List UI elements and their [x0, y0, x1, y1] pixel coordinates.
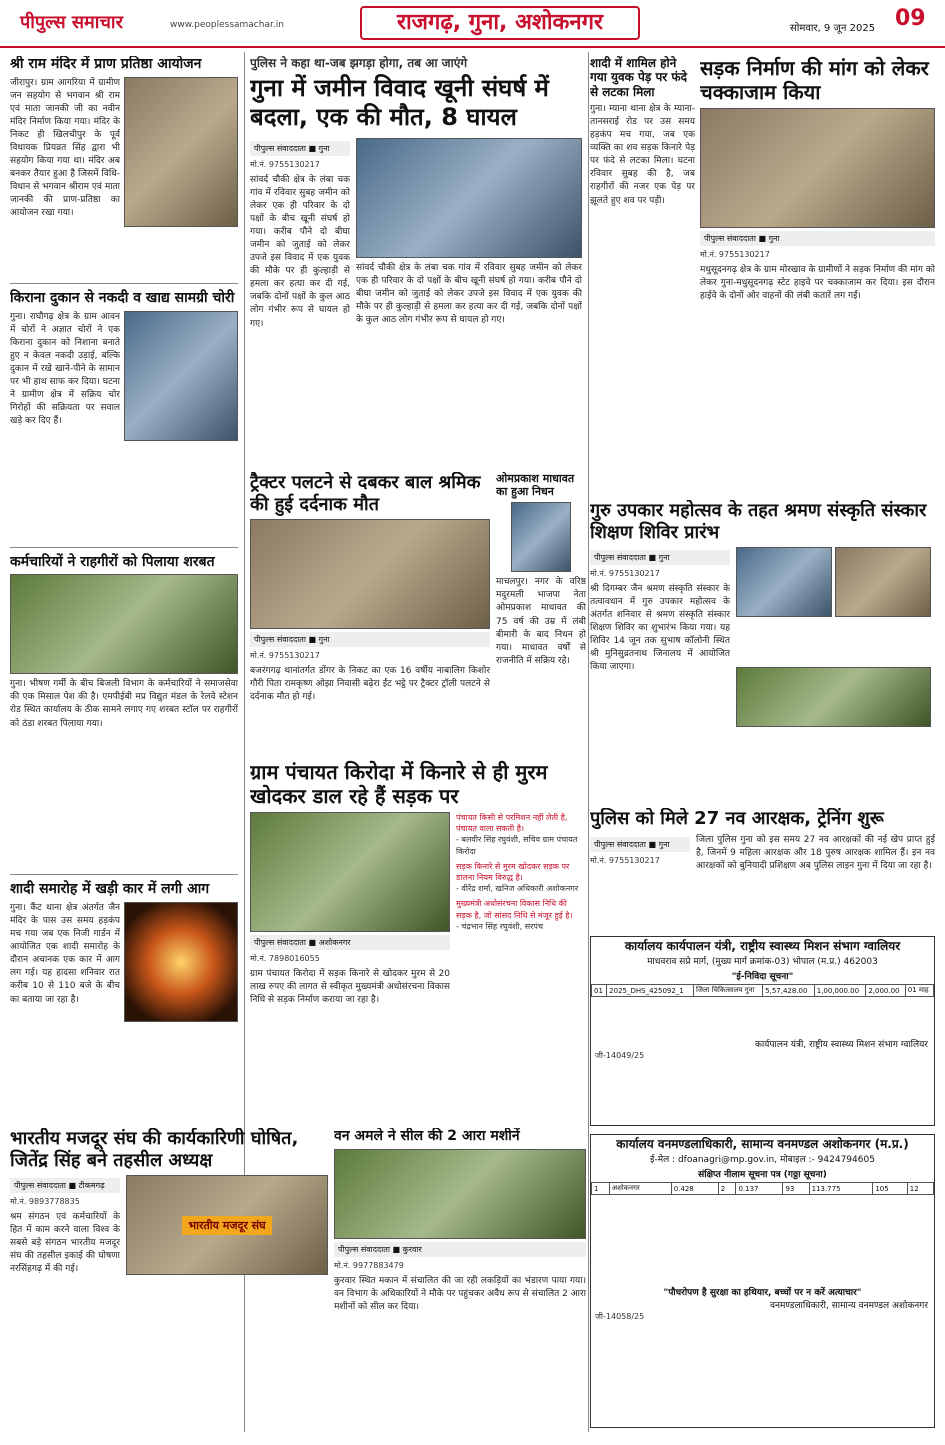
mobile-number: मो.नं. 9755130217 — [250, 651, 320, 661]
byline: पीपुल्स संवाददाता ■ कुरवार — [334, 1242, 586, 1257]
story-body: श्री दिगम्बर जैन श्रमण संस्कृति संस्कार के तत्वावधान में गुरु उपकार महोत्सव के अंतर्गत शनिवार से श्रमण संस्कृति संस्कार शिक्षण शिविर का शुभारंभ किया गया। यह शिविर 14 जून तक सुभाष कॉलोनी स्थित श्री मुनिसुव्रतनाथ जिनालय में आयोजित किया जाएगा। — [590, 584, 730, 673]
story-body: गुना। भीषण गर्मी के बीच बिजली विभाग के कर्मचारियों ने समाजसेवा की एक मिसाल पेश की है। एमपीईबी मप्र विद्युत मंडल के रेलवे स्टेशन रोड स्थित कार्यालय के ठीक सामने लगाए गए शरबत स्टॉल पर राहगीरों को ठंडा शरबत पिलाया गया। — [10, 679, 238, 729]
shop-photo — [124, 311, 238, 441]
table-cell: जिला चिकित्सालय गुना — [693, 985, 762, 997]
table-cell: 93 — [783, 1183, 809, 1195]
event-photo — [835, 547, 931, 617]
table-cell: 12 — [907, 1183, 933, 1195]
car-fire-photo — [124, 902, 238, 1022]
table-cell: अशोकनगर — [609, 1183, 671, 1195]
mobile-number: मो.नं. 9755130217 — [590, 569, 660, 579]
hospital-photo — [356, 138, 582, 258]
byline: पीपुल्स संवाददाता ■ अशोकनगर — [250, 935, 450, 950]
bms-banner: भारतीय मजदूर संघ — [182, 1216, 271, 1235]
story-title[interactable]: वन अमले ने सील की 2 आरा मशीनें — [334, 1128, 520, 1144]
story-kicker: पुलिस ने कहा था-जब झगड़ा होगा, तब आ जाएंगे — [250, 56, 468, 70]
newspaper-logo[interactable]: पीपुल्स समाचार — [20, 12, 123, 33]
page-number: 09 — [895, 6, 926, 31]
story-body: गुना। म्याना थाना क्षेत्र के म्याना-तानसराई रोड पर उस समय हड़कंप मच गया, जब एक व्यक्ति का शव सड़क किनारे पेड़ पर फंदे से लटका मिला। घटना रविवार सुबह की है, जब राहगीरों की नजर एक पेड़ पर झूलते हुए शव पर पड़ी। — [590, 104, 695, 206]
story-body: गुना। राघौगढ़ क्षेत्र के ग्राम आवन में चोरों ने अज्ञात चोरों ने एक किराना दुकान को निशाना बनाते हुए न केवल नकदी उड़ाई, बल्कि दुकान में रखे खाने-पीने के सामान पर भी हाथ साफ कर दिया। घटना ने ग्रामीण क्षेत्र में सक्रिय चोर गिरोहों की सक्रियता पर सवाल खड़े कर दिए हैं। — [10, 311, 120, 426]
story-body: सांवर्द चौकी क्षेत्र के लंबा चक गांव में रविवार सुबह जमीन को लेकर एक ही परिवार के दो पक्षों के बीच खूनी संघर्ष हो गया। करीब पौने दो बीघा जमीन को जुताई को लेकर उपजे इस विवाद में एक युवक की मौके पर ही कुल्हाड़ी से हमला कर हत्या कर दी गई, जबकि दोनों पक्षों के कुल आठ लोग गंभीर रूप से घायल हो गए। — [250, 174, 350, 329]
issue-date: सोमवार, 9 जून 2025 — [790, 23, 876, 34]
notice-heading: "ई-निविदा सूचना" — [731, 972, 794, 982]
quote: पंचायत किसी से परमिशन नहीं लेती है, पंचायत वाला सकती है। — [456, 813, 568, 834]
table-cell: 2,000.00 — [866, 985, 905, 997]
quote-author: - बलवीर सिंह रघुवंशी, सचिव ग्राम पंचायत किरोदा — [456, 835, 578, 856]
mobile-number: मो.नं. 9755130217 — [700, 250, 770, 259]
mobile-number: मो.नं. 9755130217 — [590, 855, 660, 865]
story-body: ग्राम पंचायत किरोदा में सड़क किनारे से खोदकर मुरम से 20 लाख रुपए की लागत से स्वीकृत मुख्यमंत्री अधोसंरचना विकास निधि से सड़क निर्माण कराया जा रहा है। — [250, 969, 450, 1006]
mobile-number: मो.नं. 9893778835 — [10, 1197, 80, 1207]
table-cell: 1 — [592, 1183, 610, 1195]
column-divider — [588, 52, 589, 1432]
table-cell: 105 — [873, 1183, 907, 1195]
notice-heading: संक्षिप्त नीलाम सूचना पत्र (गठ्ठा सूचना) — [698, 1170, 827, 1180]
notice-subtitle: माधवराव सप्रे मार्ग, (मुख्य मार्ग क्रमांक-03) भोपाल (म.प्र.) 462003 — [647, 957, 878, 967]
van-story — [334, 1128, 586, 1428]
guru-story — [590, 500, 935, 800]
byline: पीपुल्स संवाददाता ■ गुना — [590, 550, 730, 565]
forest-team-photo — [334, 1149, 586, 1239]
gram-story — [250, 760, 585, 1090]
notice-slogan: "पौधरोपण है सुरक्षा का हथियार, बच्चों पर न करें अत्याचार" — [663, 1288, 862, 1298]
story-title[interactable]: भारतीय मजदूर संघ की कार्यकारिणी घोषित, जितेंद्र सिंह बने तहसील अध्यक्ष — [10, 1128, 299, 1171]
sharbat-photo — [10, 574, 238, 674]
main-story — [250, 56, 582, 466]
byline: पीपुल्स संवाददाता ■ गुना — [250, 141, 350, 156]
table-cell: 0.137 — [736, 1183, 783, 1195]
quote: सड़क किनारे से मुरम खोदकर सड़क पर डालना नियम विरुद्ध है। — [456, 861, 570, 882]
notice-email: ई-मेल : dfoanagri@mp.gov.in, मोबाइल :- 9424794605 — [650, 1155, 875, 1165]
quote-author: - वीरेंद्र शर्मा, खनिज अधिकारी अशोकनगर — [456, 884, 579, 894]
tractor-story — [250, 472, 490, 752]
road-story — [700, 56, 935, 496]
story-title[interactable]: गुरु उपकार महोत्सव के तहत श्रमण संस्कृति संस्कार शिक्षण शिविर प्रारंभ — [590, 500, 927, 543]
story-body: जिला पुलिस गुना को इस समय 27 नव आरक्षकों की नई खेप प्राप्त हुई है, जिनमें 9 महिला आरक्षक और 18 पुरुष आरक्षक शामिल हैं। इन नव आरक्षकों को बुनियादी प्रशिक्षण अब पुलिस लाइन गुना में दिया जा रहा है। — [696, 834, 935, 871]
masthead — [0, 0, 945, 48]
mobile-number: मो.नं. 9977883479 — [334, 1260, 404, 1270]
portrait-photo — [511, 502, 571, 572]
story-body: कुरवार स्थित मकान में संचालित की जा रही लकड़ियों का भंडारण पाया गया। वन विभाग के अधिकारियों ने मौके पर पहुंचकर अवैध रूप से संचालित 2 आरा मशीनों को सील कर दिया। — [334, 1275, 586, 1312]
story-body: बजरंगगढ़ थानांतर्गत डोंगर के निकट का एक 16 वर्षीय नाबालिग किशोर गौरी पिता रामकृष्ण ओझा निवासी बढ़ेरा ईंट भट्ठे पर ट्रैक्टर ट्रॉली पलटने से दर्दनाक मौत हो गई। — [250, 666, 490, 703]
story-title[interactable]: गुना में जमीन विवाद खूनी संघर्ष में बदला, एक की मौत, 8 घायल — [250, 74, 549, 132]
table-cell: 2025_DHS_425092_1 — [607, 985, 694, 997]
bms-story — [10, 1128, 328, 1428]
col4-story — [590, 56, 695, 466]
notice-signatory: वनमण्डलाधिकारी, सामान्य वनमण्डल अशोकनगर — [769, 1301, 928, 1311]
quote: मुख्यमंत्री अधोसंरचना विकास निधि की सड़क है, जो सांसद निधि से मंजूर हुई है। — [456, 899, 573, 920]
byline: पीपुल्स संवाददाता ■ टीकमगढ़ — [10, 1178, 120, 1193]
auction-table — [591, 1182, 934, 1195]
event-photo — [736, 547, 832, 617]
story-body: माचलपुर। नगर के वरिष्ठ मदुरमली भाजपा नेता ओमप्रकाश माधावत की 75 वर्ष की उम्र में लंबी बीमारी के बाद निधन हो गया। माधावत वर्षों से राजनीति में सक्रिय रहे। — [496, 577, 586, 666]
mobile-number: मो.नं. 7898016055 — [250, 954, 320, 963]
table-cell: 2 — [718, 1183, 736, 1195]
notice-ref: जी-14049/25 — [595, 1051, 645, 1060]
auction-notice — [590, 1134, 935, 1428]
story-body: गुना। कैंट थाना क्षेत्र अंतर्गत जैन मंदिर के पास उस समय हड़कंप मच गया जब एक निजी गार्डन में आयोजित एक शादी समारोह के दौरान अचानक एक कार में आग लग गई। यह हादसा शनिवार रात करीब 10 से 110 बजे के बीच का बताया जा रहा है। — [10, 903, 120, 1005]
story-title[interactable]: कर्मचारियों ने राहगीरों को पिलाया शरबत — [10, 553, 215, 570]
story-title[interactable]: ट्रैक्टर पलटने से दबकर बाल श्रमिक की हुई दर्दनाक मौत — [250, 472, 481, 515]
notice-title: कार्यालय कार्यपालन यंत्री, राष्ट्रीय स्वास्थ्य मिशन संभाग ग्वालियर — [624, 939, 901, 953]
temple-photo — [124, 77, 238, 227]
story-title[interactable]: ओमप्रकाश माधावत का हुआ निधन — [496, 472, 575, 499]
website-url[interactable]: www.peoplessamachar.in — [170, 20, 284, 30]
story-body: मधुसूदनगढ़ क्षेत्र के ग्राम मोरखाव के ग्रामीणों ने सड़क निर्माण की मांग को लेकर गुना-मधुसूदनगढ़ स्टेट हाइवे पर चक्काजाम कर दिया। इस दौरान हाईवे के दोनों ओर वाहनों की लंबी कतारें लग गईं। — [700, 265, 935, 302]
byline: पीपुल्स संवाददाता ■ गुना — [700, 231, 935, 246]
notice-signatory: कार्यपालन यंत्री, राष्ट्रीय स्वास्थ्य मिशन संभाग ग्वालियर — [754, 1040, 928, 1050]
notice-ref: जी-14058/25 — [595, 1312, 645, 1321]
byline: पीपुल्स संवाददाता ■ गुना — [590, 837, 690, 852]
obituary — [496, 472, 586, 752]
tender-notice — [590, 936, 935, 1126]
story-body-continued: सांवर्द चौकी क्षेत्र के लंबा चक गांव में रविवार सुबह जमीन को लेकर एक ही परिवार के दो पक्षों के बीच खूनी संघर्ष हो गया। करीब पौने दो बीघा जमीन को जुताई को लेकर उपजे इस विवाद में एक युवक की मौके पर ही कुल्हाड़ी से हमला कर हत्या कर दी गई, जबकि दोनों पक्षों के कुल आठ लोग गंभीर रूप से घायल हो गए। — [356, 262, 582, 326]
mobile-number: मो.नं. 9755130217 — [250, 159, 320, 169]
byline: पीपुल्स संवाददाता ■ गुना — [250, 632, 490, 647]
table-cell: 5,57,428.00 — [763, 985, 815, 997]
police-story — [590, 808, 935, 928]
story-title[interactable]: शादी में शामिल होने गया युवक पेड़ पर फंदे से लटका मिला — [590, 56, 687, 99]
story-title[interactable]: सड़क निर्माण की मांग को लेकर चक्काजाम किया — [700, 56, 929, 104]
story-body: जीरापुर। ग्राम आगरिया में ग्रामीण जन सहयोग से भगवान श्री राम एवं माता जानकी जी का नवीन मंदिर निर्माण किया गया। मंदिर के निकट ही खिलचीपुर के पूर्व विधायक प्रियव्रत सिंह द्वारा भी सहयोग किया गया था। मंदिर अब बनकर तैयार हुआ है जिसमें विधि-विधान से भगवान श्रीराम एवं माता जानकी की प्राण-प्रतिष्ठा का आयोजन रखा गया। — [10, 77, 120, 219]
story-title[interactable]: श्री राम मंदिर में प्राण प्रतिष्ठा आयोजन — [10, 56, 202, 72]
notice-title: कार्यालय वनमण्डलाधिकारी, सामान्य वनमण्डल अशोकनगर (म.प्र.) — [616, 1137, 909, 1151]
table-cell: 0.428 — [671, 1183, 718, 1195]
region-title: राजगढ़, गुना, अशोकनगर — [360, 6, 640, 40]
excavator-photo — [250, 812, 450, 932]
protest-photo — [700, 108, 935, 228]
tender-table — [591, 984, 934, 997]
story-title[interactable]: शादी समारोह में खड़ी कार में लगी आग — [10, 881, 210, 898]
table-cell: 1,00,000.00 — [814, 985, 866, 997]
group-photo — [126, 1175, 328, 1275]
table-cell: 01 माह — [905, 985, 933, 997]
table-cell: 113.775 — [809, 1183, 873, 1195]
story-title[interactable]: किराना दुकान से नकदी व खाद्य सामग्री चोरी — [10, 289, 235, 306]
story-title[interactable]: पुलिस को मिले 27 नव आरक्षक, ट्रेनिंग शुरू — [590, 808, 884, 829]
tractor-photo — [250, 519, 490, 629]
table-cell: 01 — [592, 985, 607, 997]
story-body: श्रम संगठन एवं कर्मचारियों के हित में काम करने वाला विश्व के सबसे बड़े संगठन भारतीय मजदूर संघ की तहसील इकाई की घोषणा नरसिंहगढ़ में की गई। — [10, 1212, 120, 1275]
quote-author: - चंद्रभान सिंह रघुवंशी, सरपंच — [456, 921, 544, 931]
event-photo — [736, 667, 931, 727]
story-title[interactable]: ग्राम पंचायत किरोदा में किनारे से ही मुरम खोदकर डाल रहे हैं सड़क पर — [250, 760, 548, 808]
